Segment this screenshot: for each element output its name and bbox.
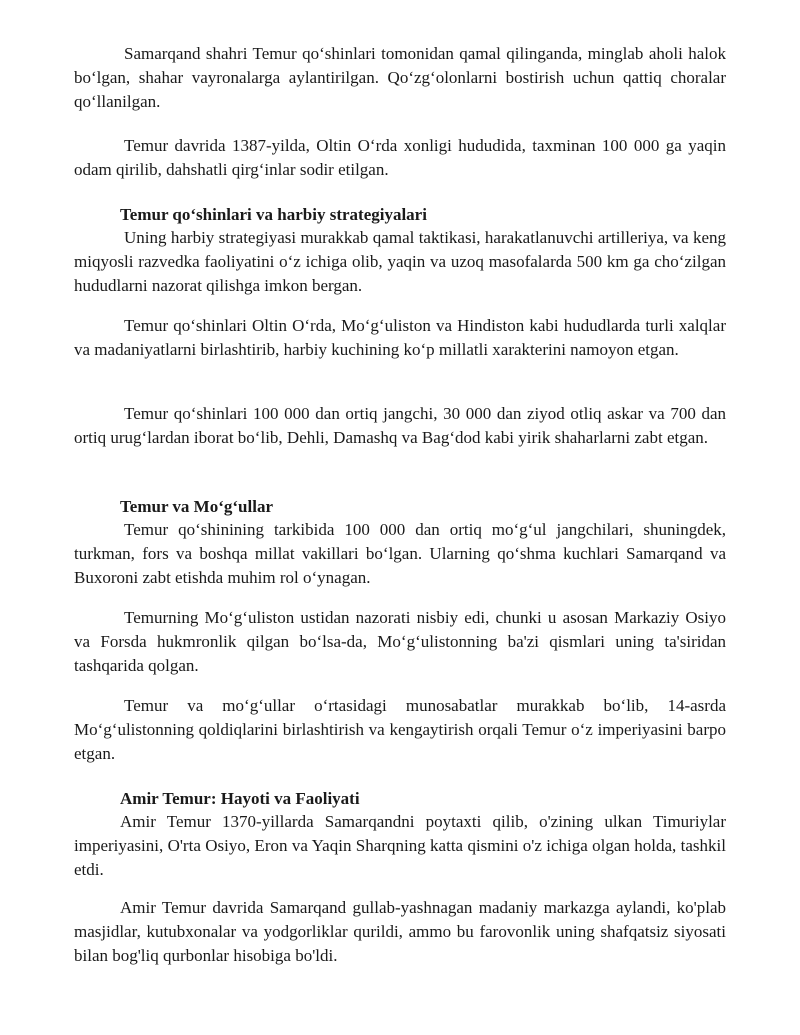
paragraph-text: Temurning Mo‘g‘uliston ustidan nazorati nisbiy edi, chunki u asosan Markaziy Osiyo va Forsda hukmronlik qilgan bo‘lsa-da, Mo‘g‘ulistonning ba'zi qismlari uning ta'siridan tashqarida qolgan. [74, 608, 726, 675]
paragraph [74, 134, 726, 182]
paragraph-text: Temur va mo‘g‘ullar o‘rtasidagi munosabatlar murakkab bo‘lib, 14-asrda Mo‘g‘ulistonning qoldiqlarini birlashtirish va kengaytirish orqali Temur o‘z imperiyasini barpo etgan. [74, 696, 726, 763]
section-heading-text: Amir Temur: Hayoti va Faoliyati [120, 789, 360, 808]
paragraph [74, 226, 726, 298]
section-heading [74, 496, 726, 518]
section-heading [74, 788, 726, 810]
paragraph [74, 42, 726, 114]
section-heading [74, 204, 726, 226]
paragraph-text: Temur qo‘shinlari Oltin O‘rda, Mo‘g‘uliston va Hindiston kabi hududlarda turli xalqlar va madaniyatlarni birlashtirib, harbiy kuchining ko‘p millatli xarakterini namoyon etgan. [74, 316, 726, 359]
paragraph-text: Amir Temur davrida Samarqand gullab-yashnagan madaniy markazga aylandi, ko'plab masjidlar, kutubxonalar va yodgorliklar qurildi, ammo bu farovonlik uning shafqatsiz siyosati bilan bog'liq qurbonlar hisobiga bo'ldi. [74, 898, 726, 965]
paragraph [74, 606, 726, 678]
paragraph [74, 402, 726, 450]
paragraph-text: Temur qo‘shinlari 100 000 dan ortiq jangchi, 30 000 dan ziyod otliq askar va 700 dan ortiq urug‘lardan iborat bo‘lib, Dehli, Damashq va Bag‘dod kabi yirik shaharlarni zabt etgan. [74, 404, 726, 447]
paragraph [74, 518, 726, 590]
paragraph-text: Temur qo‘shinining tarkibida 100 000 dan ortiq mo‘g‘ul jangchilari, shuningdek, turkman, fors va boshqa millat vakillari bo‘lgan. Ularning qo‘shma kuchlari Samarqand va Buxoroni zabt etishda muhim rol o‘ynagan. [74, 520, 726, 587]
paragraph-text: Samarqand shahri Temur qo‘shinlari tomonidan qamal qilinganda, minglab aholi halok bo‘lgan, shahar vayronalarga aylantirilgan. Qo‘zg‘olonlarni bostirish uchun qattiq choralar qo‘llanilgan. [74, 44, 726, 111]
paragraph [74, 314, 726, 362]
paragraph-text: Temur davrida 1387-yilda, Oltin O‘rda xonligi hududida, taxminan 100 000 ga yaqin odam qirilib, dahshatli qirg‘inlar sodir etilgan. [74, 136, 726, 179]
section-heading-text: Temur va Mo‘g‘ullar [120, 497, 273, 516]
paragraph-text: Amir Temur 1370-yillarda Samarqandni poytaxti qilib, o'zining ulkan Timuriylar imperiyasini, O'rta Osiyo, Eron va Yaqin Sharqning katta qismini o'z ichiga olgan holda, tashkil etdi. [74, 812, 726, 879]
paragraph-text: Uning harbiy strategiyasi murakkab qamal taktikasi, harakatlanuvchi artilleriya, va keng miqyosli razvedka faoliyatini o‘z ichiga olib, yaqin va uzoq masofalarda 500 km ga cho‘zilgan hududlarni nazorat qilishga imkon bergan. [74, 228, 726, 295]
paragraph [74, 810, 726, 882]
paragraph [74, 694, 726, 766]
section-heading-text: Temur qo‘shinlari va harbiy strategiyalari [120, 205, 427, 224]
paragraph [74, 896, 726, 968]
